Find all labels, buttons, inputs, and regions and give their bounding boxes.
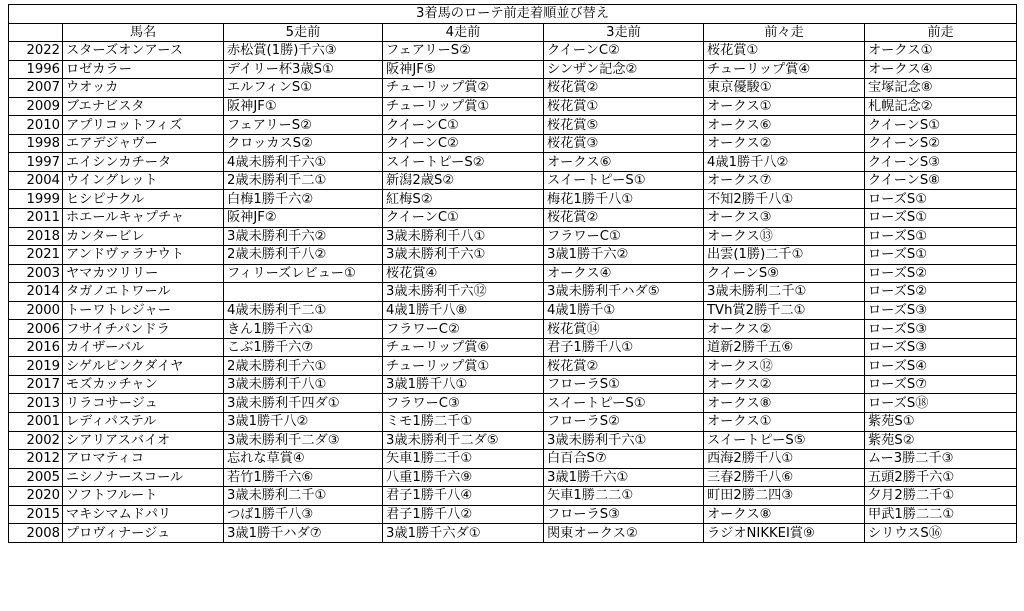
cell-horse-name[interactable]: カイザーバル [63, 338, 224, 357]
cell-5-runs-ago[interactable]: 若竹1勝千六⑥ [224, 468, 383, 487]
cell-5-runs-ago[interactable]: 3歳未勝利千八① [224, 375, 383, 394]
cell-horse-name[interactable]: シアリアスバイオ [63, 431, 224, 450]
table-row [9, 246, 1017, 265]
cell-4-runs-ago[interactable]: 3歳未勝利千二ダ⑤ [383, 431, 544, 450]
table-row [9, 301, 1017, 320]
cell-3-runs-ago[interactable]: 3歳未勝利千六① [544, 431, 704, 450]
cell-5-runs-ago[interactable]: 2歳未勝利千八② [224, 246, 383, 265]
table-row [9, 487, 1017, 506]
cell-2-runs-ago[interactable]: オークス② [704, 320, 865, 339]
table-row [9, 227, 1017, 246]
cell-last-run[interactable]: シリウスS⑯ [865, 524, 1017, 543]
cell-2-runs-ago[interactable]: オークス⑬ [704, 227, 865, 246]
cell-year[interactable]: 2016 [9, 338, 63, 357]
cell-3-runs-ago[interactable]: 3歳1勝千六① [544, 468, 704, 487]
cell-4-runs-ago[interactable]: 君子1勝千八② [383, 505, 544, 524]
table-row [9, 468, 1017, 487]
cell-horse-name[interactable]: ソフトフルート [63, 487, 224, 506]
cell-2-runs-ago[interactable]: 三春2勝千八⑥ [704, 468, 865, 487]
cell-3-runs-ago[interactable]: 矢車1勝二二① [544, 487, 704, 506]
cell-3-runs-ago[interactable]: 3歳未勝利千ハダ⑤ [544, 283, 704, 302]
cell-4-runs-ago[interactable]: 紅梅S② [383, 190, 544, 209]
cell-horse-name[interactable]: ウオッカ [63, 79, 224, 98]
cell-3-runs-ago[interactable]: 桜花賞② [544, 209, 704, 228]
cell-horse-name[interactable]: ニシノナースコール [63, 468, 224, 487]
cell-year[interactable]: 2013 [9, 394, 63, 413]
cell-last-run[interactable]: 紫苑S① [865, 413, 1017, 432]
table-row [9, 357, 1017, 376]
cell-2-runs-ago[interactable]: 町田2勝二四③ [704, 487, 865, 506]
cell-year[interactable]: 2008 [9, 524, 63, 543]
cell-last-run[interactable]: 甲武1勝二二① [865, 505, 1017, 524]
cell-5-runs-ago[interactable]: 3歳1勝千八② [224, 413, 383, 432]
cell-last-run[interactable]: ムー3勝二千③ [865, 450, 1017, 469]
cell-3-runs-ago[interactable]: 桜花賞⑤ [544, 116, 704, 135]
cell-3-runs-ago[interactable]: 3歳1勝千六② [544, 246, 704, 265]
cell-4-runs-ago[interactable]: 3歳未勝利千六⑫ [383, 283, 544, 302]
cell-3-runs-ago[interactable]: スイートピーS① [544, 394, 704, 413]
cell-year[interactable]: 2002 [9, 431, 63, 450]
cell-5-runs-ago[interactable]: 4歳未勝利千二① [224, 301, 383, 320]
cell-4-runs-ago[interactable]: チューリップ賞① [383, 357, 544, 376]
cell-2-runs-ago[interactable]: オークス③ [704, 209, 865, 228]
header-year [9, 23, 63, 42]
cell-year[interactable]: 2020 [9, 487, 63, 506]
cell-3-runs-ago[interactable]: 桜花賞⑭ [544, 320, 704, 339]
cell-3-runs-ago[interactable]: 白百合S⑦ [544, 450, 704, 469]
cell-2-runs-ago[interactable]: オークス① [704, 97, 865, 116]
cell-horse-name[interactable]: アプリコットフィズ [63, 116, 224, 135]
cell-year[interactable]: 2011 [9, 209, 63, 228]
header-4-runs-ago: 4走前 [383, 23, 544, 42]
cell-last-run[interactable]: ローズS① [865, 227, 1017, 246]
cell-year[interactable]: 1996 [9, 60, 63, 79]
cell-horse-name[interactable]: ウイングレット [63, 171, 224, 190]
cell-3-runs-ago[interactable]: クイーンC② [544, 42, 704, 61]
cell-2-runs-ago[interactable]: TVh賞2勝千二① [704, 301, 865, 320]
cell-last-run[interactable]: クイーンS③ [865, 153, 1017, 172]
cell-4-runs-ago[interactable]: フラワーC② [383, 320, 544, 339]
cell-horse-name[interactable]: カンタービレ [63, 227, 224, 246]
cell-5-runs-ago[interactable]: クロッカスS② [224, 134, 383, 153]
cell-3-runs-ago[interactable]: 関東オークス② [544, 524, 704, 543]
cell-last-run[interactable]: ローズS⑦ [865, 375, 1017, 394]
cell-year[interactable]: 2012 [9, 450, 63, 469]
table-row [9, 450, 1017, 469]
cell-5-runs-ago[interactable]: 3歳未勝利二千① [224, 487, 383, 506]
cell-5-runs-ago[interactable]: つば1勝千八③ [224, 505, 383, 524]
cell-3-runs-ago[interactable]: シンザン記念② [544, 60, 704, 79]
cell-last-run[interactable]: ローズS③ [865, 301, 1017, 320]
cell-4-runs-ago[interactable]: 阪神JF⑤ [383, 60, 544, 79]
cell-2-runs-ago[interactable]: オークス⑧ [704, 505, 865, 524]
cell-horse-name[interactable]: アロマティコ [63, 450, 224, 469]
cell-year[interactable]: 2001 [9, 413, 63, 432]
cell-4-runs-ago[interactable]: 桜花賞④ [383, 264, 544, 283]
cell-5-runs-ago[interactable]: フィリーズレビュー① [224, 264, 383, 283]
cell-3-runs-ago[interactable]: 4歳1勝千① [544, 301, 704, 320]
cell-last-run[interactable]: ローズS② [865, 264, 1017, 283]
cell-4-runs-ago[interactable]: チューリップ賞⑥ [383, 338, 544, 357]
cell-5-runs-ago[interactable]: 2歳未勝利千六① [224, 357, 383, 376]
cell-2-runs-ago[interactable]: 道新2勝千五⑥ [704, 338, 865, 357]
cell-5-runs-ago[interactable]: デイリー杯3歳S① [224, 60, 383, 79]
header-last-run: 前走 [865, 23, 1017, 42]
cell-3-runs-ago[interactable]: スイートピーS① [544, 171, 704, 190]
cell-last-run[interactable]: クイーンS② [865, 134, 1017, 153]
cell-year[interactable]: 2014 [9, 283, 63, 302]
cell-4-runs-ago[interactable]: フラワーC③ [383, 394, 544, 413]
cell-2-runs-ago[interactable]: 桜花賞① [704, 42, 865, 61]
cell-3-runs-ago[interactable]: オークス⑥ [544, 153, 704, 172]
table-row [9, 431, 1017, 450]
cell-4-runs-ago[interactable]: スイートピーS② [383, 153, 544, 172]
cell-5-runs-ago[interactable]: 阪神JF① [224, 97, 383, 116]
cell-last-run[interactable]: ローズS① [865, 246, 1017, 265]
cell-year[interactable]: 2017 [9, 375, 63, 394]
cell-5-runs-ago[interactable]: 2歳未勝利千二① [224, 171, 383, 190]
cell-3-runs-ago[interactable]: 君子1勝千八① [544, 338, 704, 357]
table-row [9, 209, 1017, 228]
table-row [9, 42, 1017, 61]
cell-year[interactable]: 2007 [9, 79, 63, 98]
table-title: 3着馬のローテ前走着順並び替え [9, 5, 1017, 24]
cell-5-runs-ago[interactable]: 赤松賞(1勝)千六③ [224, 42, 383, 61]
cell-4-runs-ago[interactable]: チューリップ賞① [383, 97, 544, 116]
cell-3-runs-ago[interactable]: 桜花賞③ [544, 134, 704, 153]
cell-4-runs-ago[interactable]: 3歳1勝千八① [383, 375, 544, 394]
cell-4-runs-ago[interactable]: 君子1勝千八④ [383, 487, 544, 506]
cell-horse-name[interactable]: マキシマムドパリ [63, 505, 224, 524]
cell-last-run[interactable]: クイーンS⑧ [865, 171, 1017, 190]
table-row [9, 134, 1017, 153]
cell-2-runs-ago[interactable]: オークス⑥ [704, 116, 865, 135]
table-row [9, 283, 1017, 302]
cell-last-run[interactable]: ローズS① [865, 190, 1017, 209]
cell-horse-name[interactable]: シゲルピンクダイヤ [63, 357, 224, 376]
cell-last-run[interactable]: ローズS④ [865, 357, 1017, 376]
cell-horse-name[interactable]: ヤマカツリリー [63, 264, 224, 283]
cell-4-runs-ago[interactable]: ミモ1勝二千① [383, 413, 544, 432]
cell-last-run[interactable]: オークス④ [865, 60, 1017, 79]
cell-horse-name[interactable]: ホエールキャプチャ [63, 209, 224, 228]
header-2-runs-ago: 前々走 [704, 23, 865, 42]
cell-year[interactable]: 2021 [9, 246, 63, 265]
table-row [9, 375, 1017, 394]
cell-horse-name[interactable]: リラコサージュ [63, 394, 224, 413]
header-5-runs-ago: 5走前 [224, 23, 383, 42]
cell-4-runs-ago[interactable]: 4歳1勝千八⑧ [383, 301, 544, 320]
cell-horse-name[interactable]: ヒシピナクル [63, 190, 224, 209]
cell-horse-name[interactable]: フサイチパンドラ [63, 320, 224, 339]
cell-year[interactable]: 2018 [9, 227, 63, 246]
title-row [9, 5, 1017, 24]
cell-5-runs-ago[interactable]: エルフィンS① [224, 79, 383, 98]
table-row [9, 60, 1017, 79]
cell-year[interactable]: 2009 [9, 97, 63, 116]
cell-last-run[interactable]: オークス① [865, 42, 1017, 61]
cell-horse-name[interactable]: ロゼカラー [63, 60, 224, 79]
cell-horse-name[interactable]: レディパステル [63, 413, 224, 432]
cell-2-runs-ago[interactable]: オークス② [704, 134, 865, 153]
cell-4-runs-ago[interactable]: クイーンC① [383, 209, 544, 228]
cell-2-runs-ago[interactable]: クイーンS⑨ [704, 264, 865, 283]
cell-horse-name[interactable]: プロヴィナージュ [63, 524, 224, 543]
cell-2-runs-ago[interactable]: スイートピーS⑤ [704, 431, 865, 450]
table-row [9, 116, 1017, 135]
cell-last-run[interactable]: ローズS③ [865, 320, 1017, 339]
cell-horse-name[interactable]: アンドヴァラナウト [63, 246, 224, 265]
cell-4-runs-ago[interactable]: 矢車1勝二千① [383, 450, 544, 469]
cell-last-run[interactable]: クイーンS① [865, 116, 1017, 135]
table-row [9, 97, 1017, 116]
cell-3-runs-ago[interactable]: フローラS③ [544, 505, 704, 524]
cell-4-runs-ago[interactable]: 3歳未勝利千六① [383, 246, 544, 265]
cell-4-runs-ago[interactable]: 八重1勝千六⑨ [383, 468, 544, 487]
cell-4-runs-ago[interactable]: クイーンC① [383, 116, 544, 135]
header-3-runs-ago: 3走前 [544, 23, 704, 42]
cell-5-runs-ago[interactable]: 4歳未勝利千六① [224, 153, 383, 172]
cell-horse-name[interactable]: モズカッチャン [63, 375, 224, 394]
cell-2-runs-ago[interactable]: 西海2勝千八① [704, 450, 865, 469]
cell-2-runs-ago[interactable]: オークス⑫ [704, 357, 865, 376]
cell-5-runs-ago[interactable]: 阪神JF② [224, 209, 383, 228]
table-body [9, 42, 1017, 543]
cell-3-runs-ago[interactable]: 梅花1勝千八① [544, 190, 704, 209]
cell-5-runs-ago[interactable]: 3歳未勝利千六② [224, 227, 383, 246]
cell-2-runs-ago[interactable]: 4歳1勝千八② [704, 153, 865, 172]
cell-4-runs-ago[interactable]: チューリップ賞② [383, 79, 544, 98]
cell-2-runs-ago[interactable]: ラジオNIKKEI賞⑨ [704, 524, 865, 543]
rotation-table [8, 4, 1017, 543]
cell-horse-name[interactable]: トーワトレジャー [63, 301, 224, 320]
cell-horse-name[interactable]: タガノエトワール [63, 283, 224, 302]
header-row [9, 23, 1017, 42]
cell-2-runs-ago[interactable]: 3歳未勝利二千① [704, 283, 865, 302]
cell-horse-name[interactable]: エイシンカチータ [63, 153, 224, 172]
cell-3-runs-ago[interactable]: フラワーC① [544, 227, 704, 246]
cell-year[interactable]: 2000 [9, 301, 63, 320]
cell-last-run[interactable]: ローズS① [865, 209, 1017, 228]
cell-5-runs-ago[interactable]: 3歳未勝利千四ダ① [224, 394, 383, 413]
cell-2-runs-ago[interactable]: オークス⑦ [704, 171, 865, 190]
cell-2-runs-ago[interactable]: オークス⑧ [704, 394, 865, 413]
table-row [9, 153, 1017, 172]
cell-year[interactable]: 1999 [9, 190, 63, 209]
cell-3-runs-ago[interactable]: 桜花賞① [544, 97, 704, 116]
cell-3-runs-ago[interactable]: フローラS① [544, 375, 704, 394]
table-row [9, 320, 1017, 339]
cell-year[interactable]: 1997 [9, 153, 63, 172]
cell-5-runs-ago[interactable]: 3歳1勝千ハダ⑦ [224, 524, 383, 543]
cell-5-runs-ago[interactable] [224, 283, 383, 302]
cell-2-runs-ago[interactable]: 不知2勝千八① [704, 190, 865, 209]
cell-4-runs-ago[interactable]: クイーンC② [383, 134, 544, 153]
cell-last-run[interactable]: 五頭2勝千六① [865, 468, 1017, 487]
cell-4-runs-ago[interactable]: 3歳1勝千六ダ① [383, 524, 544, 543]
cell-3-runs-ago[interactable]: 桜花賞② [544, 357, 704, 376]
cell-year[interactable]: 2003 [9, 264, 63, 283]
cell-2-runs-ago[interactable]: オークス① [704, 413, 865, 432]
cell-4-runs-ago[interactable]: 3歳未勝利千八① [383, 227, 544, 246]
cell-year[interactable]: 2004 [9, 171, 63, 190]
table-row [9, 524, 1017, 543]
cell-2-runs-ago[interactable]: チューリップ賞④ [704, 60, 865, 79]
cell-last-run[interactable]: 札幌記念② [865, 97, 1017, 116]
table-row [9, 338, 1017, 357]
cell-year[interactable]: 1998 [9, 134, 63, 153]
table-row [9, 413, 1017, 432]
table-row [9, 190, 1017, 209]
cell-year[interactable]: 2019 [9, 357, 63, 376]
table-row [9, 505, 1017, 524]
cell-last-run[interactable]: ローズS⑱ [865, 394, 1017, 413]
cell-horse-name[interactable]: ブエナビスタ [63, 97, 224, 116]
cell-last-run[interactable]: ローズS③ [865, 338, 1017, 357]
cell-3-runs-ago[interactable]: オークス④ [544, 264, 704, 283]
cell-5-runs-ago[interactable]: フェアリーS② [224, 116, 383, 135]
table-row [9, 171, 1017, 190]
cell-5-runs-ago[interactable]: 白梅1勝千六② [224, 190, 383, 209]
rotation-sheet [8, 4, 1016, 543]
cell-5-runs-ago[interactable]: きん1勝千六① [224, 320, 383, 339]
cell-horse-name[interactable]: エアデジャヴー [63, 134, 224, 153]
cell-2-runs-ago[interactable]: 東京優駿① [704, 79, 865, 98]
cell-year[interactable]: 2005 [9, 468, 63, 487]
cell-5-runs-ago[interactable]: 忘れな草賞④ [224, 450, 383, 469]
table-row [9, 79, 1017, 98]
cell-5-runs-ago[interactable]: こぶ1勝千六⑦ [224, 338, 383, 357]
cell-year[interactable]: 2015 [9, 505, 63, 524]
cell-last-run[interactable]: 夕月2勝二千① [865, 487, 1017, 506]
cell-4-runs-ago[interactable]: フェアリーS② [383, 42, 544, 61]
cell-last-run[interactable]: 宝塚記念⑧ [865, 79, 1017, 98]
header-horse-name: 馬名 [63, 23, 224, 42]
cell-3-runs-ago[interactable]: 桜花賞② [544, 79, 704, 98]
cell-horse-name[interactable]: スターズオンアース [63, 42, 224, 61]
cell-2-runs-ago[interactable]: 出雲(1勝)二千① [704, 246, 865, 265]
cell-3-runs-ago[interactable]: フローラS② [544, 413, 704, 432]
cell-2-runs-ago[interactable]: オークス② [704, 375, 865, 394]
cell-year[interactable]: 2022 [9, 42, 63, 61]
cell-year[interactable]: 2010 [9, 116, 63, 135]
table-row [9, 264, 1017, 283]
cell-last-run[interactable]: ローズS② [865, 283, 1017, 302]
cell-last-run[interactable]: 紫苑S② [865, 431, 1017, 450]
cell-year[interactable]: 2006 [9, 320, 63, 339]
cell-5-runs-ago[interactable]: 3歳未勝利千二ダ③ [224, 431, 383, 450]
cell-4-runs-ago[interactable]: 新潟2歳S② [383, 171, 544, 190]
table-row [9, 394, 1017, 413]
